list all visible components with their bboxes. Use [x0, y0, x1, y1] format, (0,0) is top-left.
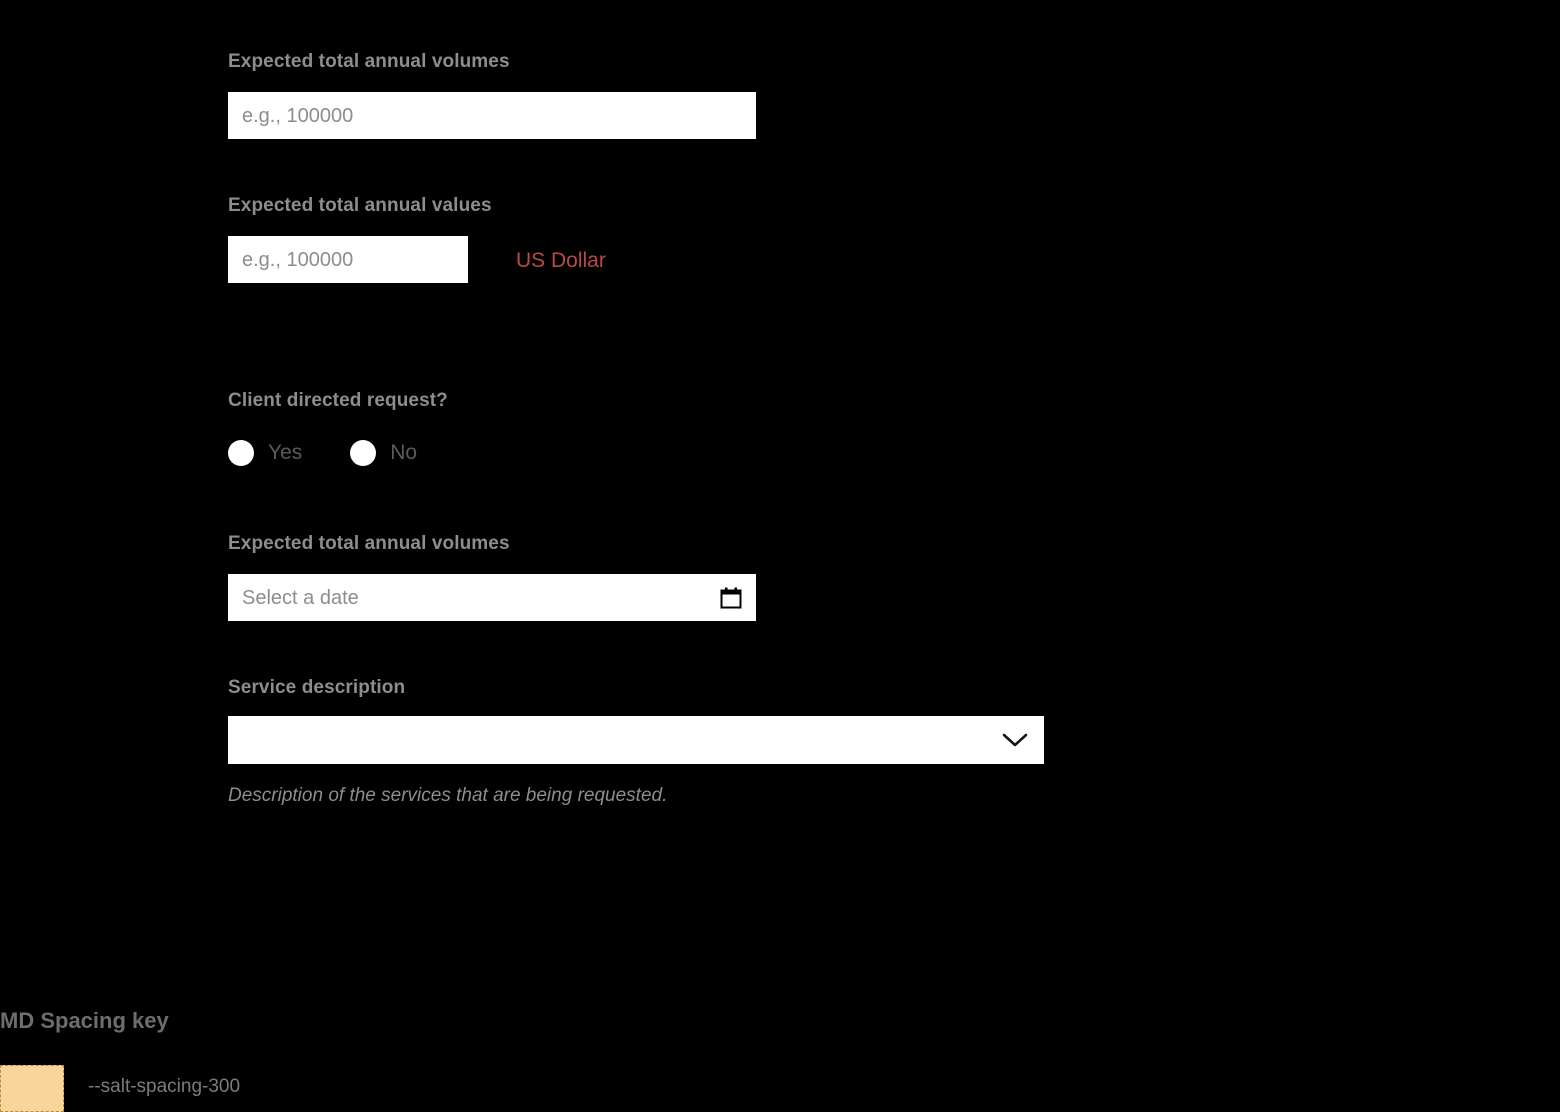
spacing-key-title: MD Spacing key	[0, 1008, 169, 1033]
label-expected-total-annual-volumes-2: Expected total annual volumes	[228, 533, 510, 554]
input-placeholder: e.g., 100000	[242, 248, 354, 271]
radio-option-no[interactable]	[350, 440, 417, 466]
radio-label-no: No	[390, 441, 418, 464]
expected-total-annual-volumes-input-1[interactable]	[228, 92, 756, 139]
chevron-down-icon[interactable]	[1002, 732, 1028, 748]
label-expected-total-annual-volumes-1: Expected total annual volumes	[228, 51, 510, 72]
label-expected-total-annual-values: Expected total annual values	[228, 195, 492, 216]
spacing-key-swatch	[0, 1065, 64, 1112]
calendar-icon[interactable]	[720, 587, 742, 609]
label-service-description: Service description	[228, 677, 406, 698]
radio-option-yes[interactable]	[228, 440, 302, 466]
spacing-key-token-label: --salt-spacing-300	[88, 1076, 241, 1097]
currency-label: US Dollar	[516, 249, 606, 272]
radio-button-icon[interactable]	[350, 440, 376, 466]
radio-label-yes: Yes	[268, 441, 303, 464]
service-description-select[interactable]	[228, 716, 1044, 764]
client-directed-request-radio-group	[228, 440, 465, 466]
input-placeholder: e.g., 100000	[242, 104, 354, 127]
expected-total-annual-values-input[interactable]	[228, 236, 468, 283]
radio-button-icon[interactable]	[228, 440, 254, 466]
input-placeholder: Select a date	[242, 586, 359, 609]
service-description-helper-text: Description of the services that are being requested.	[228, 785, 668, 806]
label-client-directed-request: Client directed request?	[228, 390, 448, 411]
date-picker-input[interactable]	[228, 574, 756, 621]
